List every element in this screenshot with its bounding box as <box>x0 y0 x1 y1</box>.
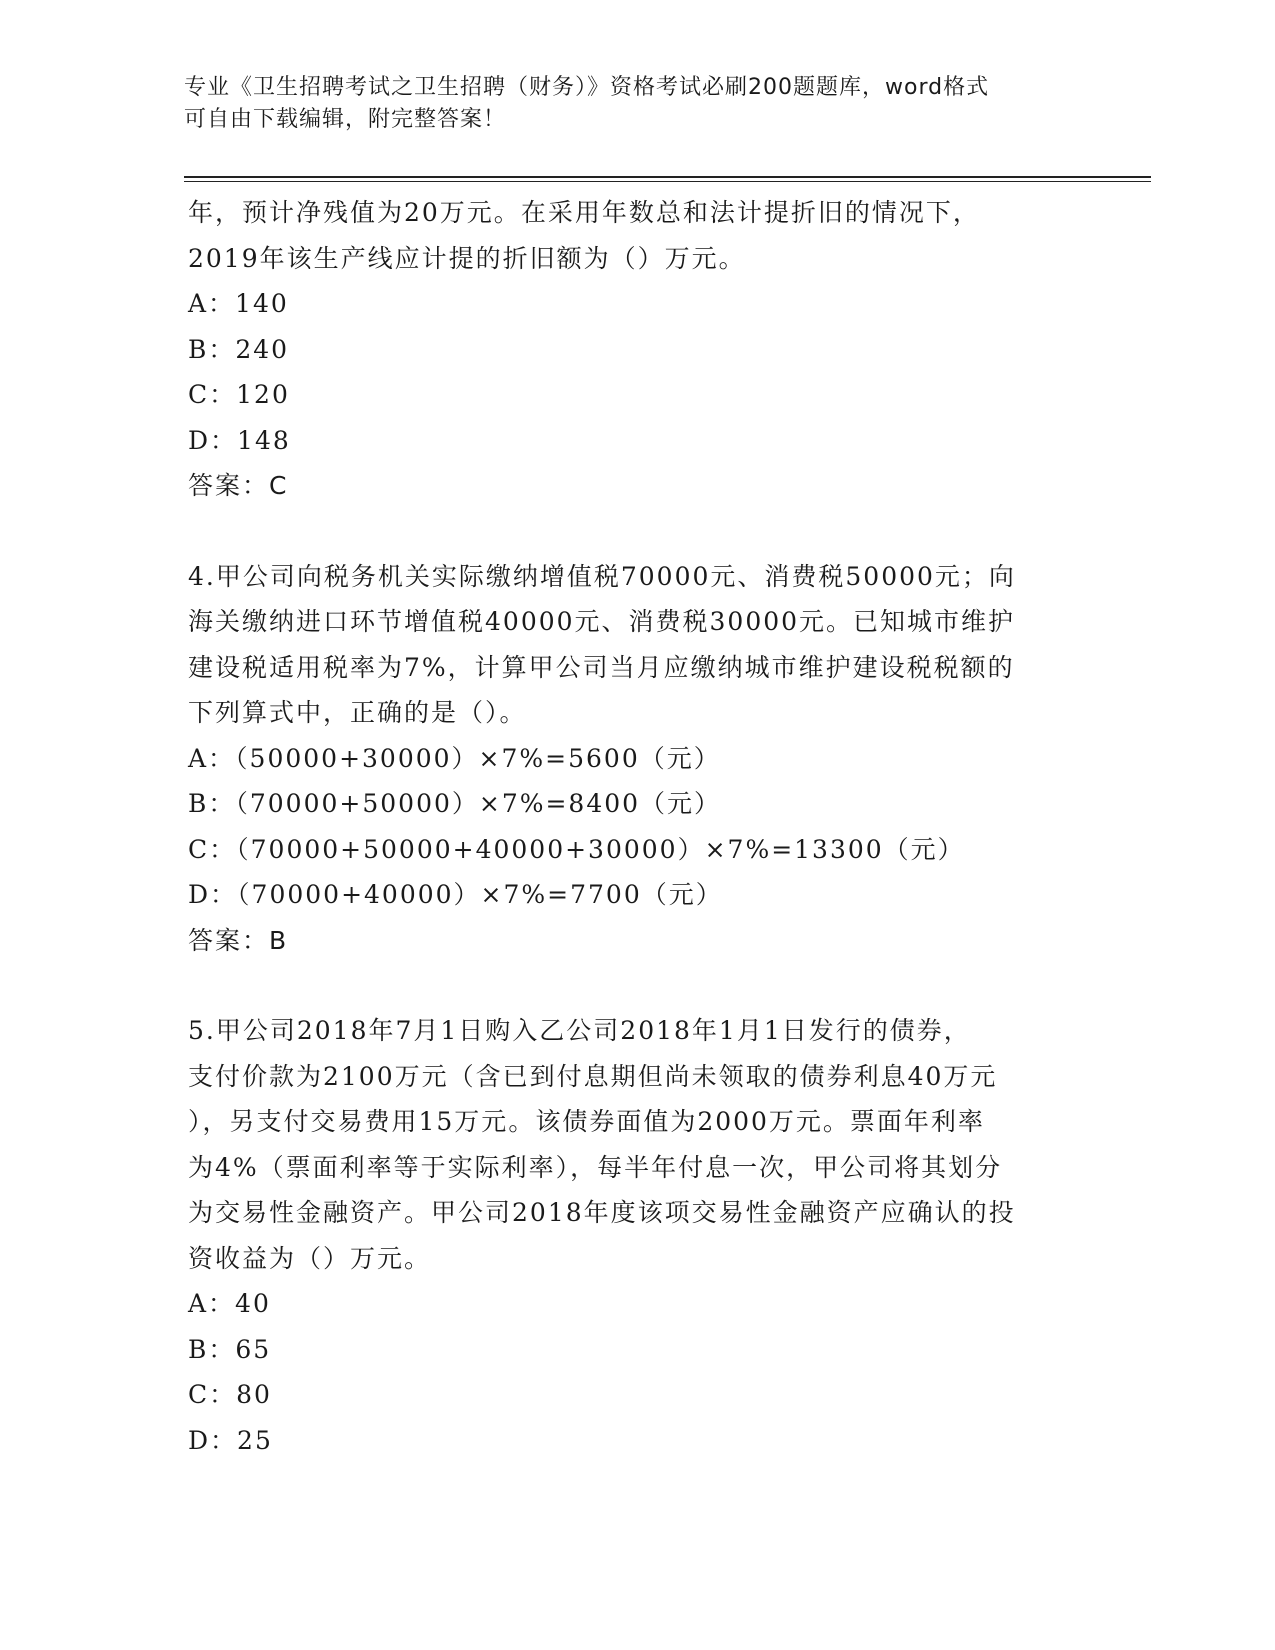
question-3 <box>188 190 1068 509</box>
option-c: C：（70000+50000+40000+30000）×7%=13300（元） <box>188 834 965 864</box>
option-b: B：240 <box>188 334 290 364</box>
option-d: D：25 <box>188 1425 273 1455</box>
header-line-2: 可自由下载编辑，附完整答案！ <box>184 107 507 132</box>
question-text-line: 2019年该生产线应计提的折旧额为（）万元。 <box>188 243 746 273</box>
option-a: A：140 <box>188 289 289 318</box>
option-c: C：80 <box>188 1380 272 1409</box>
header-rule-thick <box>184 176 1151 178</box>
header-rule-thin <box>184 181 1151 182</box>
option-b: B：（70000+50000）×7%=8400（元） <box>188 789 722 818</box>
option-b: B：65 <box>188 1334 272 1364</box>
question-text-line: 4.甲公司向税务机关实际缴纳增值税70000元、消费税50000元；向 <box>188 561 1016 591</box>
spacer <box>188 509 1068 554</box>
question-4 <box>188 554 1068 964</box>
question-text-line: 年，预计净残值为20万元。在采用年数总和法计提折旧的情况下， <box>188 198 980 227</box>
question-text-line: 资收益为（）万元。 <box>188 1243 432 1273</box>
document-header <box>184 72 1064 136</box>
option-a: A：40 <box>188 1289 271 1318</box>
question-text-line: 建设税适用税率为7%，计算甲公司当月应缴纳城市维护建设税税额的 <box>188 652 1015 682</box>
header-line-1: 专业《卫生招聘考试之卫生招聘（财务）》资格考试必刷200题题库，word格式 <box>184 75 990 100</box>
question-5 <box>188 1008 1068 1463</box>
question-text-line: ），另支付交易费用15万元。该债券面值为2000万元。票面年利率 <box>188 1107 985 1136</box>
option-d: D：148 <box>188 425 291 455</box>
question-text-line: 海关缴纳进口环节增值税40000元、消费税30000元。已知城市维护 <box>188 607 1016 636</box>
option-c: C：120 <box>188 380 290 409</box>
question-text-line: 下列算式中，正确的是（）。 <box>188 698 527 727</box>
option-a: A：（50000+30000）×7%=5600（元） <box>188 743 721 773</box>
question-text-line: 5.甲公司2018年7月1日购入乙公司2018年1月1日发行的债券， <box>188 1016 971 1045</box>
question-list <box>188 190 1068 1463</box>
question-text-line: 支付价款为2100万元（含已到付息期但尚未领取的债券利息40万元 <box>188 1061 998 1091</box>
answer: 答案：B <box>188 925 289 955</box>
option-d: D：（70000+40000）×7%=7700（元） <box>188 880 723 909</box>
spacer <box>188 963 1068 1008</box>
question-text-line: 为4%（票面利率等于实际利率），每半年付息一次，甲公司将其划分 <box>188 1152 1003 1182</box>
question-text-line: 为交易性金融资产。甲公司2018年度该项交易性金融资产应确认的投 <box>188 1198 1016 1227</box>
answer: 答案：C <box>188 471 289 500</box>
